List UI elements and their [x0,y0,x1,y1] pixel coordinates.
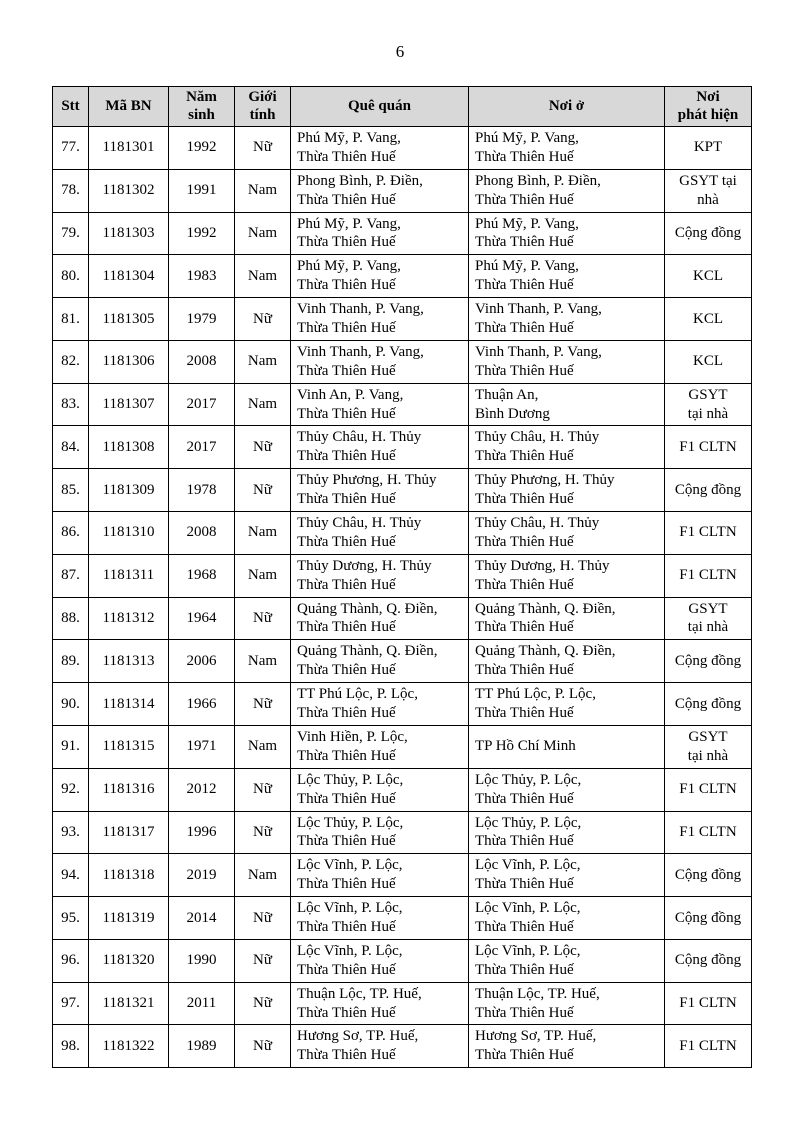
que-quan-cell: Vinh Thanh, P. Vang, Thừa Thiên Huế [291,340,469,383]
ma-bn-cell: 1181317 [89,811,169,854]
stt-cell: 79. [53,212,89,255]
stt-cell: 93. [53,811,89,854]
noi-phat-hien-cell: F1 CLTN [665,512,752,555]
noi-o-cell: Thủy Châu, H. Thủy Thừa Thiên Huế [469,426,665,469]
nam-sinh-cell: 2019 [169,854,235,897]
que-quan-cell: Thủy Châu, H. Thủy Thừa Thiên Huế [291,426,469,469]
que-quan-cell: Thủy Châu, H. Thủy Thừa Thiên Huế [291,512,469,555]
table-row [53,469,752,512]
stt-cell: 98. [53,1025,89,1068]
table-row [53,298,752,341]
gioi-tinh-cell: Nam [235,255,291,298]
nam-sinh-cell: 2008 [169,512,235,555]
nam-sinh-cell: 1966 [169,683,235,726]
que-quan-cell: Thủy Phương, H. Thủy Thừa Thiên Huế [291,469,469,512]
noi-o-cell: Phong Bình, P. Điền, Thừa Thiên Huế [469,169,665,212]
ma-bn-cell: 1181322 [89,1025,169,1068]
ma-bn-cell: 1181306 [89,340,169,383]
gioi-tinh-cell: Nam [235,383,291,426]
nam-sinh-cell: 1992 [169,212,235,255]
stt-cell: 80. [53,255,89,298]
noi-o-cell: Thủy Dương, H. Thủy Thừa Thiên Huế [469,554,665,597]
gioi-tinh-cell: Nữ [235,1025,291,1068]
ma-bn-cell: 1181303 [89,212,169,255]
que-quan-cell: Phong Bình, P. Điền, Thừa Thiên Huế [291,169,469,212]
table-row [53,939,752,982]
column-header-noi_o: Nơi ở [469,87,665,127]
table-header-row [53,87,752,127]
stt-cell: 81. [53,298,89,341]
table-row [53,383,752,426]
gioi-tinh-cell: Nữ [235,127,291,170]
noi-phat-hien-cell: Cộng đồng [665,897,752,940]
gioi-tinh-cell: Nữ [235,469,291,512]
table-row [53,340,752,383]
gioi-tinh-cell: Nam [235,725,291,768]
gioi-tinh-cell: Nam [235,212,291,255]
que-quan-cell: Thủy Dương, H. Thủy Thừa Thiên Huế [291,554,469,597]
ma-bn-cell: 1181320 [89,939,169,982]
nam-sinh-cell: 1989 [169,1025,235,1068]
nam-sinh-cell: 2008 [169,340,235,383]
ma-bn-cell: 1181311 [89,554,169,597]
nam-sinh-cell: 1991 [169,169,235,212]
que-quan-cell: Hương Sơ, TP. Huế, Thừa Thiên Huế [291,1025,469,1068]
noi-phat-hien-cell: GSYT tại nhà [665,725,752,768]
que-quan-cell: Vinh Thanh, P. Vang, Thừa Thiên Huế [291,298,469,341]
noi-phat-hien-cell: KCL [665,298,752,341]
stt-cell: 94. [53,854,89,897]
noi-phat-hien-cell: Cộng đồng [665,640,752,683]
nam-sinh-cell: 2017 [169,426,235,469]
nam-sinh-cell: 1968 [169,554,235,597]
nam-sinh-cell: 1979 [169,298,235,341]
que-quan-cell: Vinh Hiền, P. Lộc, Thừa Thiên Huế [291,725,469,768]
noi-phat-hien-cell: GSYT tại nhà [665,169,752,212]
table-row [53,811,752,854]
noi-o-cell: Quảng Thành, Q. Điền, Thừa Thiên Huế [469,597,665,640]
noi-phat-hien-cell: KCL [665,255,752,298]
gioi-tinh-cell: Nữ [235,426,291,469]
noi-phat-hien-cell: F1 CLTN [665,811,752,854]
ma-bn-cell: 1181305 [89,298,169,341]
noi-o-cell: TP Hồ Chí Minh [469,725,665,768]
gioi-tinh-cell: Nữ [235,768,291,811]
table-row [53,982,752,1025]
gioi-tinh-cell: Nam [235,169,291,212]
table-row [53,554,752,597]
gioi-tinh-cell: Nam [235,854,291,897]
noi-phat-hien-cell: F1 CLTN [665,1025,752,1068]
nam-sinh-cell: 1971 [169,725,235,768]
noi-phat-hien-cell: GSYT tại nhà [665,383,752,426]
table-row [53,212,752,255]
ma-bn-cell: 1181315 [89,725,169,768]
stt-cell: 82. [53,340,89,383]
gioi-tinh-cell: Nam [235,640,291,683]
table-row [53,640,752,683]
column-header-noi_phat_hien: Nơi phát hiện [665,87,752,127]
stt-cell: 77. [53,127,89,170]
stt-cell: 85. [53,469,89,512]
nam-sinh-cell: 1983 [169,255,235,298]
table-row [53,768,752,811]
noi-o-cell: Phú Mỹ, P. Vang, Thừa Thiên Huế [469,212,665,255]
que-quan-cell: Lộc Vĩnh, P. Lộc, Thừa Thiên Huế [291,939,469,982]
table-row [53,127,752,170]
que-quan-cell: Phú Mỹ, P. Vang, Thừa Thiên Huế [291,255,469,298]
ma-bn-cell: 1181319 [89,897,169,940]
stt-cell: 83. [53,383,89,426]
table-body [53,127,752,1068]
nam-sinh-cell: 1978 [169,469,235,512]
table-row [53,683,752,726]
gioi-tinh-cell: Nam [235,340,291,383]
noi-phat-hien-cell: F1 CLTN [665,768,752,811]
table-row [53,897,752,940]
gioi-tinh-cell: Nữ [235,897,291,940]
noi-phat-hien-cell: KPT [665,127,752,170]
noi-o-cell: Quảng Thành, Q. Điền, Thừa Thiên Huế [469,640,665,683]
noi-phat-hien-cell: Cộng đồng [665,854,752,897]
que-quan-cell: Lộc Thủy, P. Lộc, Thừa Thiên Huế [291,811,469,854]
noi-o-cell: Lộc Thủy, P. Lộc, Thừa Thiên Huế [469,811,665,854]
noi-o-cell: Vinh Thanh, P. Vang, Thừa Thiên Huế [469,340,665,383]
stt-cell: 91. [53,725,89,768]
nam-sinh-cell: 1990 [169,939,235,982]
stt-cell: 90. [53,683,89,726]
noi-o-cell: Lộc Vĩnh, P. Lộc, Thừa Thiên Huế [469,939,665,982]
ma-bn-cell: 1181308 [89,426,169,469]
ma-bn-cell: 1181312 [89,597,169,640]
noi-phat-hien-cell: Cộng đồng [665,212,752,255]
que-quan-cell: Phú Mỹ, P. Vang, Thừa Thiên Huế [291,127,469,170]
noi-o-cell: Hương Sơ, TP. Huế, Thừa Thiên Huế [469,1025,665,1068]
noi-o-cell: Thủy Phương, H. Thủy Thừa Thiên Huế [469,469,665,512]
gioi-tinh-cell: Nữ [235,298,291,341]
noi-phat-hien-cell: GSYT tại nhà [665,597,752,640]
noi-phat-hien-cell: F1 CLTN [665,554,752,597]
noi-phat-hien-cell: F1 CLTN [665,426,752,469]
table-row [53,169,752,212]
que-quan-cell: Quảng Thành, Q. Điền, Thừa Thiên Huế [291,597,469,640]
nam-sinh-cell: 2011 [169,982,235,1025]
gioi-tinh-cell: Nữ [235,982,291,1025]
ma-bn-cell: 1181310 [89,512,169,555]
table-row [53,854,752,897]
que-quan-cell: Lộc Vĩnh, P. Lộc, Thừa Thiên Huế [291,854,469,897]
nam-sinh-cell: 2014 [169,897,235,940]
noi-o-cell: Phú Mỹ, P. Vang, Thừa Thiên Huế [469,255,665,298]
column-header-que_quan: Quê quán [291,87,469,127]
column-header-gioi_tinh: Giới tính [235,87,291,127]
gioi-tinh-cell: Nữ [235,683,291,726]
noi-o-cell: Phú Mỹ, P. Vang, Thừa Thiên Huế [469,127,665,170]
noi-phat-hien-cell: F1 CLTN [665,982,752,1025]
nam-sinh-cell: 1964 [169,597,235,640]
noi-o-cell: Lộc Thủy, P. Lộc, Thừa Thiên Huế [469,768,665,811]
ma-bn-cell: 1181301 [89,127,169,170]
que-quan-cell: Quảng Thành, Q. Điền, Thừa Thiên Huế [291,640,469,683]
ma-bn-cell: 1181307 [89,383,169,426]
nam-sinh-cell: 1992 [169,127,235,170]
stt-cell: 84. [53,426,89,469]
gioi-tinh-cell: Nam [235,512,291,555]
ma-bn-cell: 1181302 [89,169,169,212]
gioi-tinh-cell: Nữ [235,811,291,854]
column-header-ma_bn: Mã BN [89,87,169,127]
ma-bn-cell: 1181304 [89,255,169,298]
table-row [53,255,752,298]
table-row [53,1025,752,1068]
ma-bn-cell: 1181316 [89,768,169,811]
table-row [53,512,752,555]
stt-cell: 88. [53,597,89,640]
que-quan-cell: TT Phú Lộc, P. Lộc, Thừa Thiên Huế [291,683,469,726]
que-quan-cell: Phú Mỹ, P. Vang, Thừa Thiên Huế [291,212,469,255]
noi-o-cell: TT Phú Lộc, P. Lộc, Thừa Thiên Huế [469,683,665,726]
stt-cell: 89. [53,640,89,683]
column-header-stt: Stt [53,87,89,127]
noi-phat-hien-cell: Cộng đồng [665,469,752,512]
stt-cell: 92. [53,768,89,811]
que-quan-cell: Thuận Lộc, TP. Huế, Thừa Thiên Huế [291,982,469,1025]
patient-roster-table [52,86,752,1068]
que-quan-cell: Lộc Thủy, P. Lộc, Thừa Thiên Huế [291,768,469,811]
gioi-tinh-cell: Nữ [235,597,291,640]
nam-sinh-cell: 2017 [169,383,235,426]
noi-o-cell: Thủy Châu, H. Thủy Thừa Thiên Huế [469,512,665,555]
que-quan-cell: Vinh An, P. Vang, Thừa Thiên Huế [291,383,469,426]
stt-cell: 78. [53,169,89,212]
ma-bn-cell: 1181314 [89,683,169,726]
gioi-tinh-cell: Nam [235,554,291,597]
stt-cell: 97. [53,982,89,1025]
que-quan-cell: Lộc Vĩnh, P. Lộc, Thừa Thiên Huế [291,897,469,940]
table-row [53,426,752,469]
ma-bn-cell: 1181309 [89,469,169,512]
ma-bn-cell: 1181321 [89,982,169,1025]
noi-o-cell: Vinh Thanh, P. Vang, Thừa Thiên Huế [469,298,665,341]
nam-sinh-cell: 2012 [169,768,235,811]
table-header [53,87,752,127]
noi-o-cell: Lộc Vĩnh, P. Lộc, Thừa Thiên Huế [469,854,665,897]
nam-sinh-cell: 2006 [169,640,235,683]
ma-bn-cell: 1181313 [89,640,169,683]
stt-cell: 96. [53,939,89,982]
stt-cell: 95. [53,897,89,940]
nam-sinh-cell: 1996 [169,811,235,854]
noi-phat-hien-cell: Cộng đồng [665,939,752,982]
noi-o-cell: Thuận An, Bình Dương [469,383,665,426]
noi-phat-hien-cell: KCL [665,340,752,383]
noi-phat-hien-cell: Cộng đồng [665,683,752,726]
column-header-nam_sinh: Năm sinh [169,87,235,127]
table-row [53,725,752,768]
noi-o-cell: Thuận Lộc, TP. Huế, Thừa Thiên Huế [469,982,665,1025]
table-row [53,597,752,640]
noi-o-cell: Lộc Vĩnh, P. Lộc, Thừa Thiên Huế [469,897,665,940]
stt-cell: 86. [53,512,89,555]
gioi-tinh-cell: Nữ [235,939,291,982]
stt-cell: 87. [53,554,89,597]
page-number: 6 [395,42,405,61]
ma-bn-cell: 1181318 [89,854,169,897]
